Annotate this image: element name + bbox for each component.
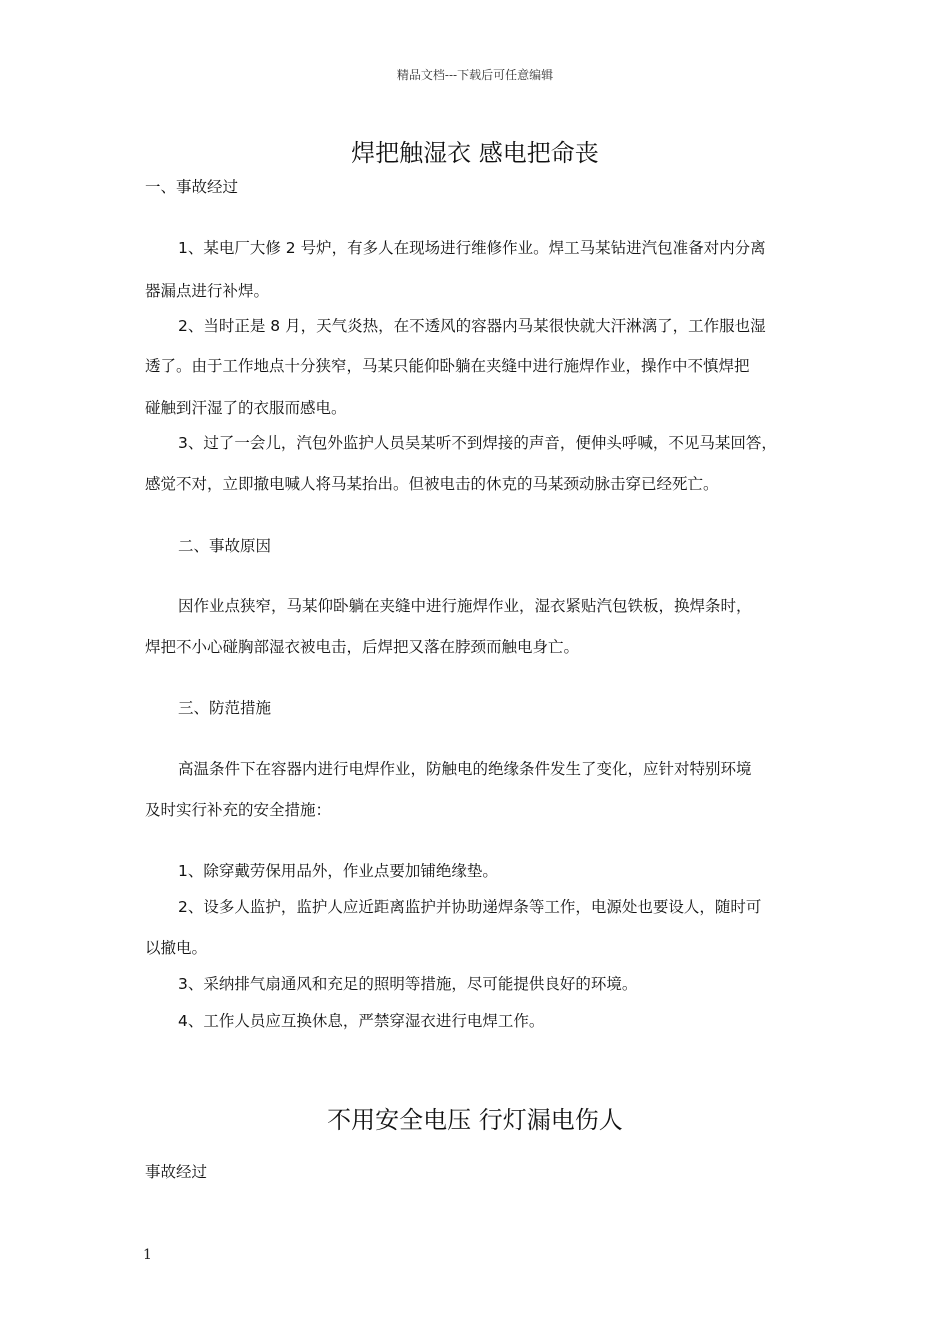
section1-heading-cause: 二、事故原因 (178, 537, 272, 555)
course-line-2: 器漏点进行补焊。 (145, 282, 270, 300)
course-line-5: 碰触到汗湿了的衣服而感电。 (145, 399, 347, 417)
course-line-7: 感觉不对，立即撤电喊人将马某抬出。但被电击的休克的马某颈动脉击穿已经死亡。 (145, 475, 719, 493)
prevent-item-line-2: 2、设多人监护，监护人应近距离监护并协助递焊条等工作，电源处也要设人，随时可 (178, 898, 762, 916)
cause-line-1: 因作业点狭窄，马某仰卧躺在夹缝中进行施焊作业，湿衣紧贴汽包铁板，换焊条时， (178, 597, 752, 615)
section1-heading-prevent: 三、防范措施 (178, 699, 272, 717)
course-line-3: 2、当时正是 8 月，天气炎热，在不透风的容器内马某很快就大汗淋漓了，工作服也湿 (178, 317, 766, 335)
section2-title: 不用安全电压 行灯漏电伤人 (327, 1106, 623, 1134)
course-line-1: 1、某电厂大修 2 号炉，有多人在现场进行维修作业。焊工马某钻进汽包准备对内分离 (178, 239, 766, 257)
section2-heading-course: 事故经过 (145, 1163, 208, 1181)
course-line-4: 透了。由于工作地点十分狭窄，马某只能仰卧躺在夹缝中进行施焊作业，操作中不慎焊把 (145, 357, 750, 375)
cause-line-2: 焊把不小心碰胸部湿衣被电击，后焊把又落在脖颈而触电身亡。 (145, 638, 580, 656)
section1-title: 焊把触湿衣 感电把命丧 (351, 139, 599, 167)
prevent-intro-line-2: 及时实行补充的安全措施： (145, 801, 332, 819)
page-number: 1 (143, 1247, 152, 1263)
prevent-item-line-1: 1、除穿戴劳保用品外，作业点要加铺绝缘垫。 (178, 862, 498, 880)
prevent-item-line-3: 以撤电。 (145, 939, 208, 957)
section1-heading-course: 一、事故经过 (145, 178, 239, 196)
prevent-intro-line-1: 高温条件下在容器内进行电焊作业，防触电的绝缘条件发生了变化，应针对特别环境 (178, 760, 752, 778)
prevent-item-line-5: 4、工作人员应互换休息，严禁穿湿衣进行电焊工作。 (178, 1012, 545, 1030)
page-header: 精品文档---下载后可任意编辑 (396, 68, 554, 82)
prevent-item-line-4: 3、采纳排气扇通风和充足的照明等措施，尽可能提供良好的环境。 (178, 975, 638, 993)
course-line-6: 3、过了一会儿，汽包外监护人员吴某听不到焊接的声音，便伸头呼喊，不见马某回答， (178, 434, 777, 452)
